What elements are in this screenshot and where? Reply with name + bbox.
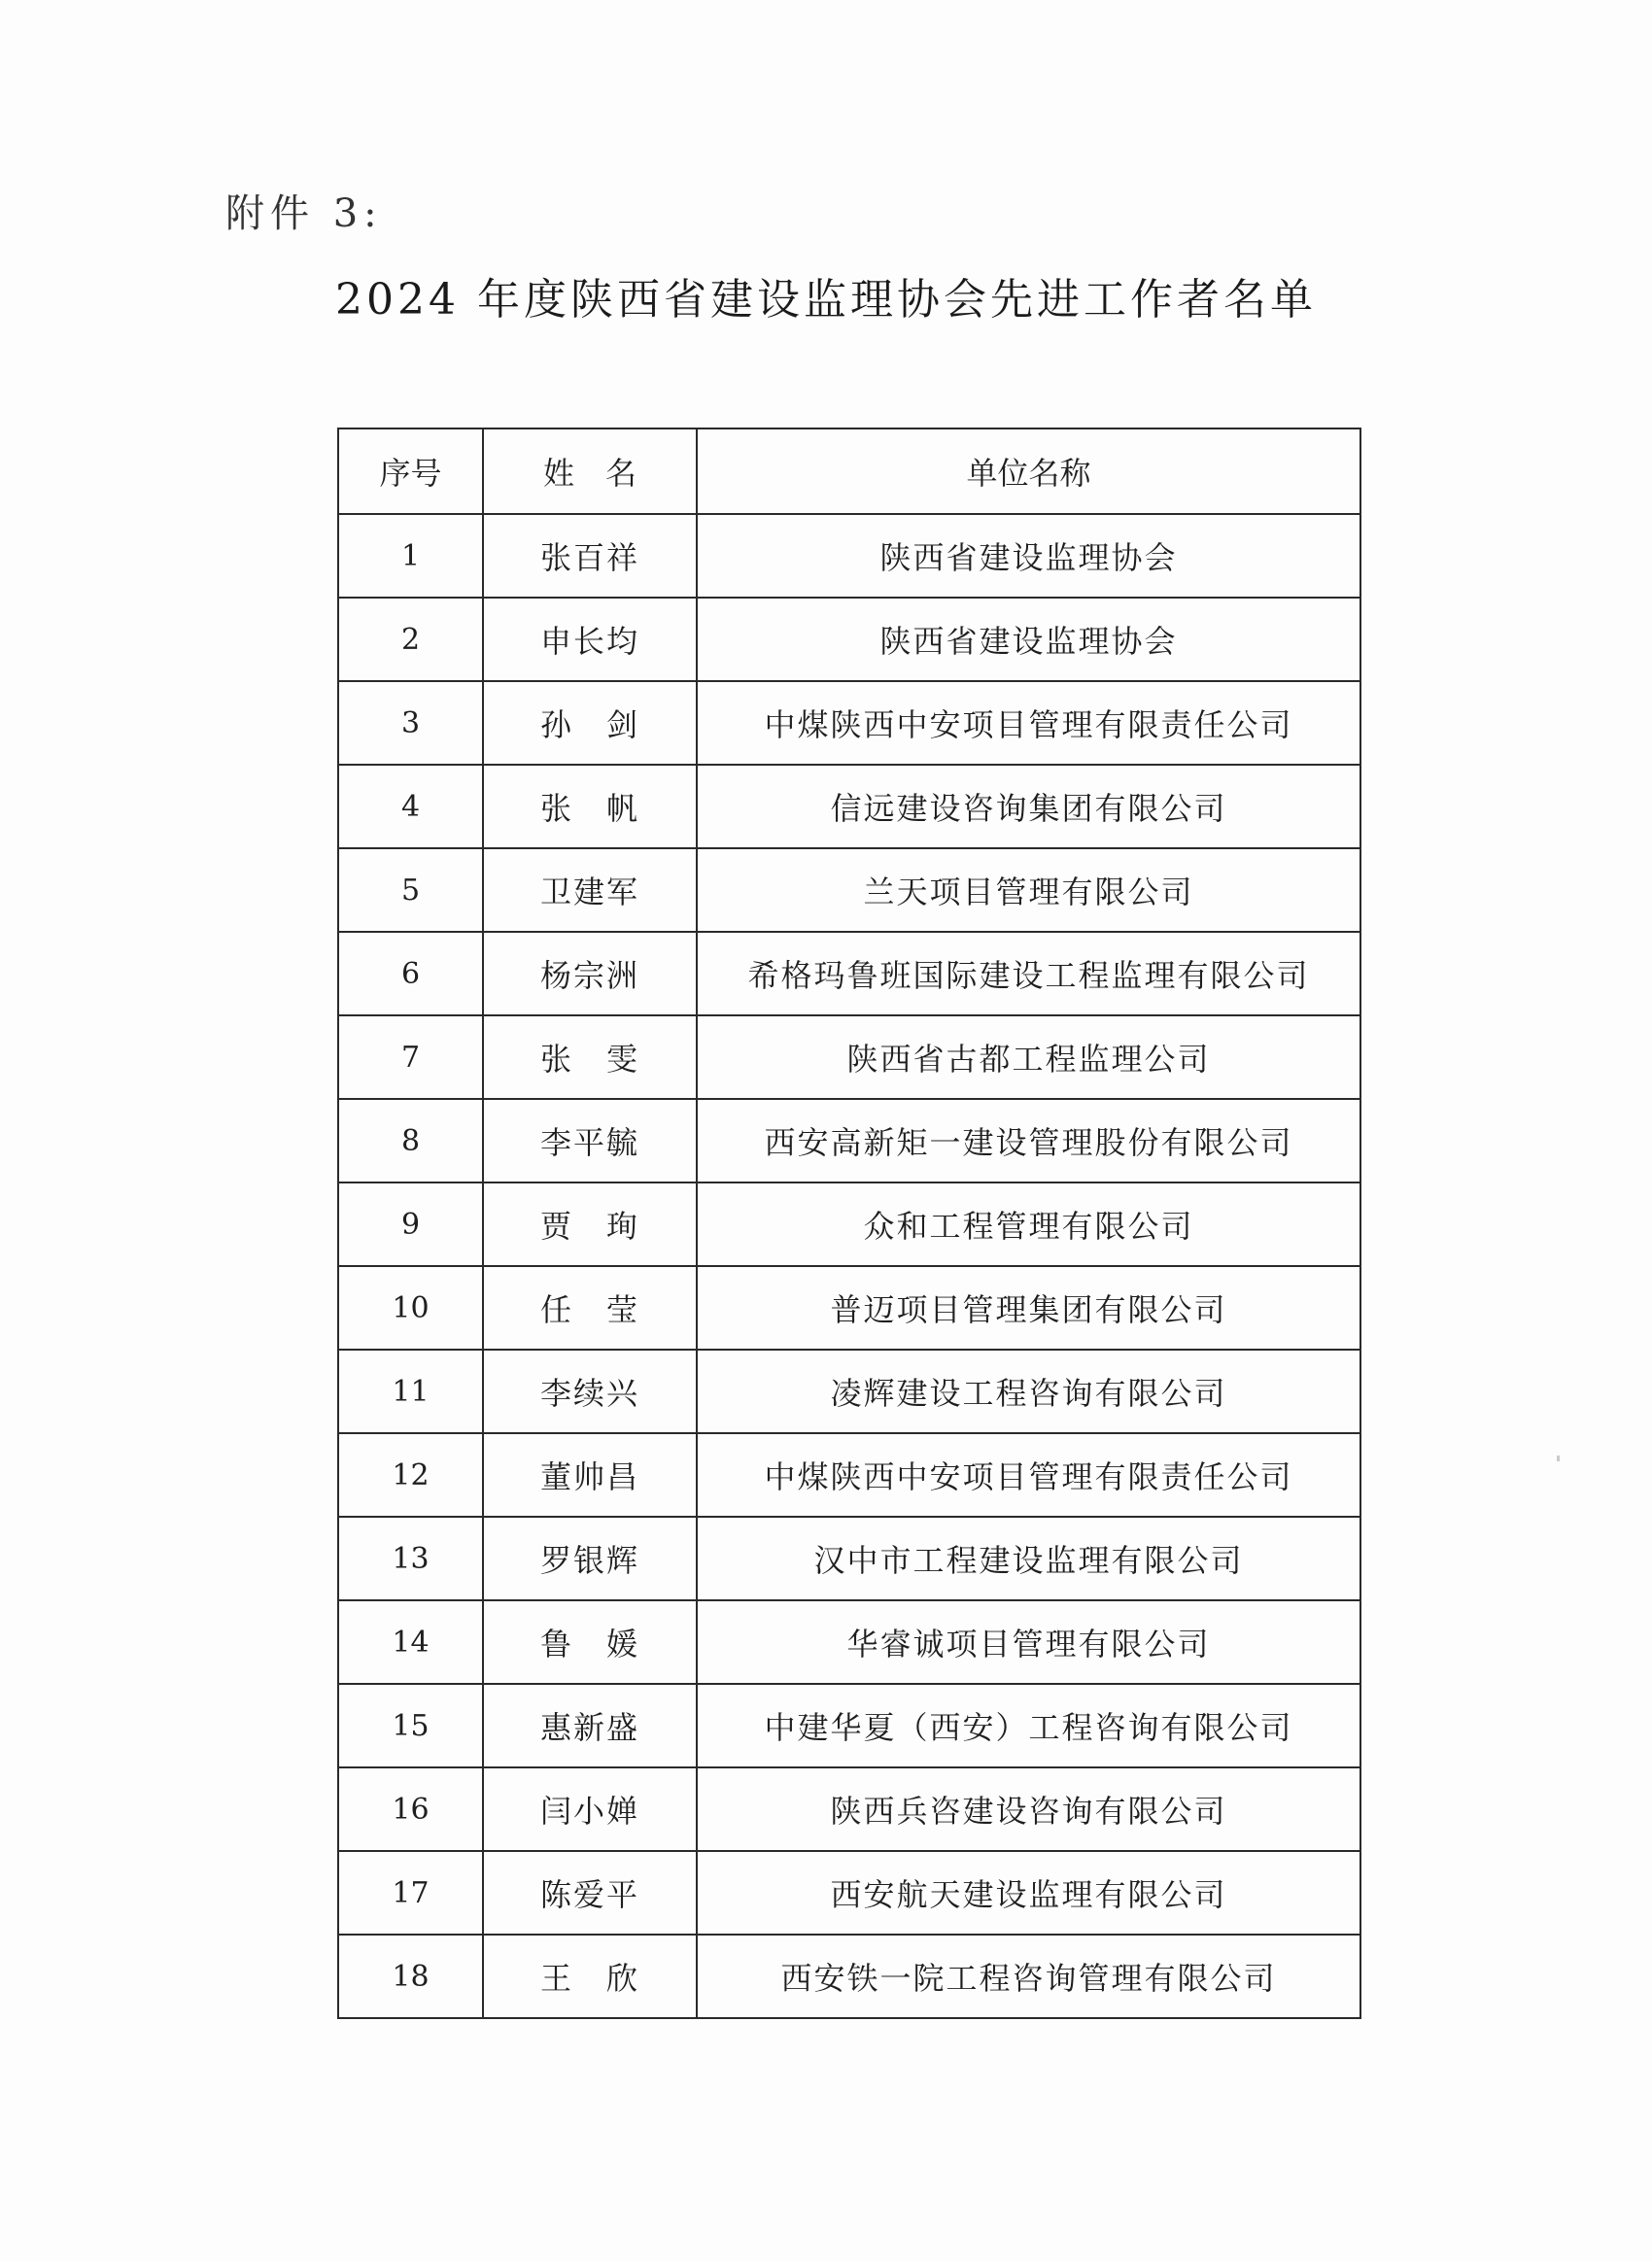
serial-number-cell: 18	[338, 1935, 483, 2018]
table-row	[338, 1517, 1360, 1600]
serial-number-cell: 6	[338, 932, 483, 1015]
header-name: 姓 名	[483, 428, 697, 514]
table-row	[338, 1433, 1360, 1517]
organization-cell: 陕西兵咨建设咨询有限公司	[697, 1767, 1360, 1851]
header-organization: 单位名称	[697, 428, 1360, 514]
name-cell: 卫建军	[483, 848, 697, 932]
serial-number-cell: 1	[338, 514, 483, 598]
organization-cell: 信远建设咨询集团有限公司	[697, 765, 1360, 848]
serial-number-cell: 8	[338, 1099, 483, 1182]
organization-cell: 中煤陕西中安项目管理有限责任公司	[697, 681, 1360, 765]
serial-number-cell: 9	[338, 1182, 483, 1266]
table-row	[338, 681, 1360, 765]
name-cell: 贾 珣	[483, 1182, 697, 1266]
name-cell: 惠新盛	[483, 1684, 697, 1767]
organization-cell: 中建华夏（西安）工程咨询有限公司	[697, 1684, 1360, 1767]
organization-cell: 凌辉建设工程咨询有限公司	[697, 1350, 1360, 1433]
serial-number-cell: 2	[338, 598, 483, 681]
table-row	[338, 1684, 1360, 1767]
organization-cell: 陕西省古都工程监理公司	[697, 1015, 1360, 1099]
organization-cell: 兰天项目管理有限公司	[697, 848, 1360, 932]
name-cell: 张 帆	[483, 765, 697, 848]
table-row	[338, 1350, 1360, 1433]
name-cell: 李平毓	[483, 1099, 697, 1182]
organization-cell: 普迈项目管理集团有限公司	[697, 1266, 1360, 1350]
organization-cell: 陕西省建设监理协会	[697, 514, 1360, 598]
organization-cell: 希格玛鲁班国际建设工程监理有限公司	[697, 932, 1360, 1015]
serial-number-cell: 10	[338, 1266, 483, 1350]
roster-table	[337, 428, 1361, 2019]
table-row	[338, 1767, 1360, 1851]
table-row	[338, 932, 1360, 1015]
name-cell: 闫小婵	[483, 1767, 697, 1851]
name-cell: 张 雯	[483, 1015, 697, 1099]
organization-cell: 中煤陕西中安项目管理有限责任公司	[697, 1433, 1360, 1517]
header-serial-number: 序号	[338, 428, 483, 514]
table-row	[338, 514, 1360, 598]
roster-table-container	[337, 428, 1359, 2019]
organization-cell: 华睿诚项目管理有限公司	[697, 1600, 1360, 1684]
table-row	[338, 598, 1360, 681]
organization-cell: 汉中市工程建设监理有限公司	[697, 1517, 1360, 1600]
serial-number-cell: 12	[338, 1433, 483, 1517]
serial-number-cell: 11	[338, 1350, 483, 1433]
serial-number-cell: 7	[338, 1015, 483, 1099]
table-row	[338, 1851, 1360, 1935]
table-row	[338, 1099, 1360, 1182]
table-header-row	[338, 428, 1360, 514]
organization-cell: 众和工程管理有限公司	[697, 1182, 1360, 1266]
table-row	[338, 1266, 1360, 1350]
name-cell: 李续兴	[483, 1350, 697, 1433]
serial-number-cell: 17	[338, 1851, 483, 1935]
name-cell: 董帅昌	[483, 1433, 697, 1517]
serial-number-cell: 13	[338, 1517, 483, 1600]
serial-number-cell: 5	[338, 848, 483, 932]
serial-number-cell: 3	[338, 681, 483, 765]
attachment-label: 附件 3:	[225, 191, 383, 236]
table-row	[338, 765, 1360, 848]
table-row	[338, 1935, 1360, 2018]
scan-speck	[1557, 1456, 1560, 1461]
organization-cell: 西安铁一院工程咨询管理有限公司	[697, 1935, 1360, 2018]
name-cell: 孙 剑	[483, 681, 697, 765]
organization-cell: 西安航天建设监理有限公司	[697, 1851, 1360, 1935]
table-row	[338, 1015, 1360, 1099]
name-cell: 陈爱平	[483, 1851, 697, 1935]
name-cell: 申长均	[483, 598, 697, 681]
table-row	[338, 1182, 1360, 1266]
name-cell: 任 莹	[483, 1266, 697, 1350]
document-title: 2024 年度陕西省建设监理协会先进工作者名单	[335, 275, 1317, 325]
table-row	[338, 1600, 1360, 1684]
table-row	[338, 848, 1360, 932]
serial-number-cell: 16	[338, 1767, 483, 1851]
name-cell: 罗银辉	[483, 1517, 697, 1600]
organization-cell: 陕西省建设监理协会	[697, 598, 1360, 681]
name-cell: 王 欣	[483, 1935, 697, 2018]
serial-number-cell: 14	[338, 1600, 483, 1684]
name-cell: 张百祥	[483, 514, 697, 598]
serial-number-cell: 15	[338, 1684, 483, 1767]
organization-cell: 西安高新矩一建设管理股份有限公司	[697, 1099, 1360, 1182]
name-cell: 鲁 媛	[483, 1600, 697, 1684]
serial-number-cell: 4	[338, 765, 483, 848]
table-body	[338, 514, 1360, 2018]
name-cell: 杨宗洲	[483, 932, 697, 1015]
